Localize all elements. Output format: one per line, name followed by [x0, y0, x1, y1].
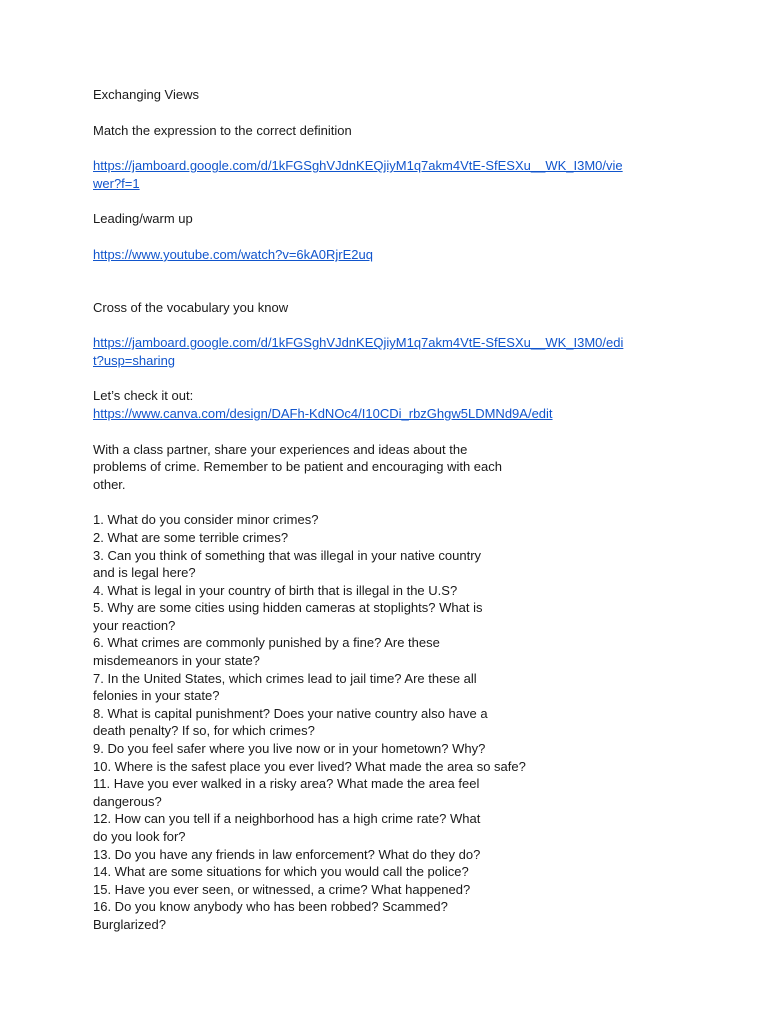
question-line: 6. What crimes are commonly punished by a fine? Are these: [93, 635, 440, 651]
question-line: 8. What is capital punishment? Does your native country also have a: [93, 705, 488, 721]
check-it-out-label: Let’s check it out:: [93, 388, 194, 404]
question-line: 15. Have you ever seen, or witnessed, a crime? What happened?: [93, 881, 471, 897]
question-line: 2. What are some terrible crimes?: [93, 529, 289, 545]
question-line: do you look for?: [93, 829, 186, 844]
youtube-link[interactable]: https://www.youtube.com/watch?v=6kA0RjrE2uq: [93, 246, 374, 262]
question-line: 10. Where is the safest place you ever lived? What made the area so safe?: [93, 758, 526, 774]
jamboard-edit-link-line-1[interactable]: https://jamboard.google.com/d/1kFGSghVJdnKEQjiyM1q7akm4VtE-SfESXu__WK_I3M0/edi: [93, 335, 624, 351]
intro-line: other.: [93, 476, 126, 492]
cross-vocabulary-instruction: Cross of the vocabulary you know: [93, 299, 289, 315]
match-instruction: Match the expression to the correct definition: [93, 122, 352, 138]
question-line: 12. How can you tell if a neighborhood has a high crime rate? What: [93, 811, 481, 827]
question-line: 4. What is legal in your country of birth that is illegal in the U.S?: [93, 582, 458, 598]
document-title: Exchanging Views: [93, 87, 199, 102]
question-line: 16. Do you know anybody who has been robbed? Scammed?: [93, 899, 448, 915]
intro-line: problems of crime. Remember to be patient and encouraging with each: [93, 459, 502, 475]
jamboard-edit-link-line-2[interactable]: t?usp=sharing: [93, 352, 176, 368]
question-line: 11. Have you ever walked in a risky area? What made the area feel: [93, 776, 480, 792]
question-line: 5. Why are some cities using hidden cameras at stoplights? What is: [93, 600, 483, 616]
canva-link[interactable]: https://www.canva.com/design/DAFh-KdNOc4/I10CDi_rbzGhgw5LDMNd9A/edit: [93, 405, 553, 421]
question-list: [93, 511, 693, 933]
question-line: 9. Do you feel safer where you live now or in your hometown? Why?: [93, 741, 486, 757]
intro-paragraph: [93, 441, 693, 494]
document-body: [93, 86, 693, 934]
question-line: 3. Can you think of something that was illegal in your native country: [93, 547, 482, 563]
question-line: death penalty? If so, for which crimes?: [93, 723, 315, 739]
question-line: dangerous?: [93, 793, 162, 809]
question-line: 7. In the United States, which crimes lead to jail time? Are these all: [93, 670, 477, 686]
question-line: Burglarized?: [93, 916, 166, 932]
question-line: and is legal here?: [93, 565, 196, 581]
jamboard-view-link-line-1[interactable]: https://jamboard.google.com/d/1kFGSghVJdnKEQjiyM1q7akm4VtE-SfESXu__WK_I3M0/vie: [93, 158, 623, 174]
question-line: your reaction?: [93, 617, 176, 633]
question-line: felonies in your state?: [93, 688, 220, 704]
jamboard-view-link-line-2[interactable]: wer?f=1: [93, 175, 140, 191]
question-line: 13. Do you have any friends in law enforcement? What do they do?: [93, 846, 481, 862]
intro-line: With a class partner, share your experiences and ideas about the: [93, 441, 468, 457]
question-line: 14. What are some situations for which you would call the police?: [93, 864, 469, 880]
question-line: 1. What do you consider minor crimes?: [93, 512, 319, 528]
question-line: misdemeanors in your state?: [93, 653, 260, 669]
warmup-label: Leading/warm up: [93, 211, 193, 227]
jamboard-edit-link[interactable]: [93, 334, 693, 369]
jamboard-view-link[interactable]: [93, 157, 693, 192]
